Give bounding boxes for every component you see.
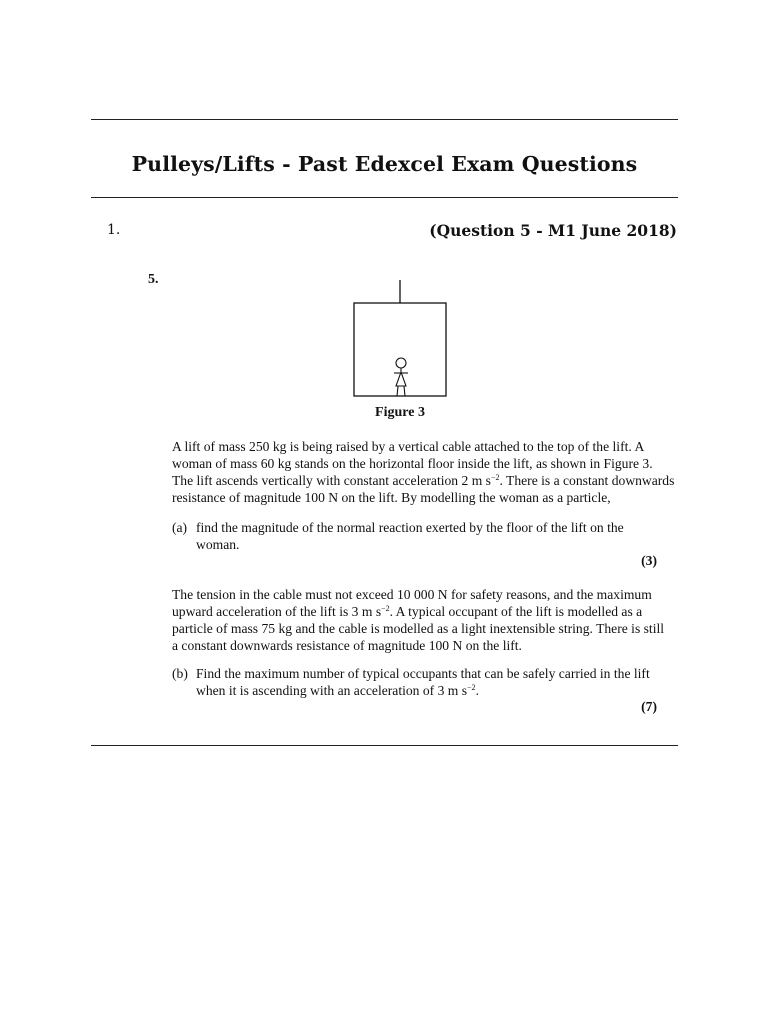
part-b: [172, 665, 662, 699]
woman-figure: [394, 358, 408, 396]
part-a: [172, 519, 662, 553]
part-b-intro: The tension in the cable must not exceed 10 000 N for safety reasons, and the maximum upward acceleration of the lift is 3 m $s^{-2}$. A typical occupant of the lift is modelled as a particle of mass 75 kg and the cable is modelled as a light inextensible string. There is still a constant downwards resistance of magnitude 100 N on the lift.: [172, 587, 665, 653]
part-b-label: (b): [172, 666, 188, 681]
intro-line: woman of mass 60 kg stands on the horizontal floor inside the lift, as shown in Figure 3.: [172, 456, 653, 471]
question-number: 1.: [107, 222, 121, 238]
question-intro: [172, 438, 675, 506]
part-a-label: (a): [172, 520, 188, 535]
page-title: Pulleys/Lifts - Past Edexcel Exam Questions: [131, 152, 638, 176]
question-reference: (Question 5 - M1 June 2018): [429, 221, 677, 240]
lift-box: [354, 303, 446, 396]
part-a-text: find the magnitude of the normal reaction exerted by the floor of the lift on the woman.: [196, 520, 624, 552]
part-a-marks: (3): [641, 553, 657, 568]
intro-line: The lift ascends vertically with constant acceleration 2 m $s^{-2}$. There is a constant downwards: [172, 473, 675, 488]
part-b-text: Find the maximum number of typical occupants that can be safely carried in the lift when it is ascending with an acceleration of 3 m $s^{-2}$.: [196, 666, 650, 698]
figure-caption: Figure 3: [375, 405, 425, 420]
lift-figure: [352, 280, 448, 400]
intro-line: A lift of mass 250 kg is being raised by a vertical cable attached to the top of the lift. A: [172, 439, 645, 454]
bottom-rule: [91, 745, 678, 746]
top-rule: [91, 119, 678, 120]
sub-question-number: 5.: [148, 272, 159, 287]
intro-line: resistance of magnitude 100 N on the lift. By modelling the woman as a particle,: [172, 490, 611, 505]
title-rule: [91, 197, 678, 198]
part-b-marks: (7): [641, 699, 657, 714]
